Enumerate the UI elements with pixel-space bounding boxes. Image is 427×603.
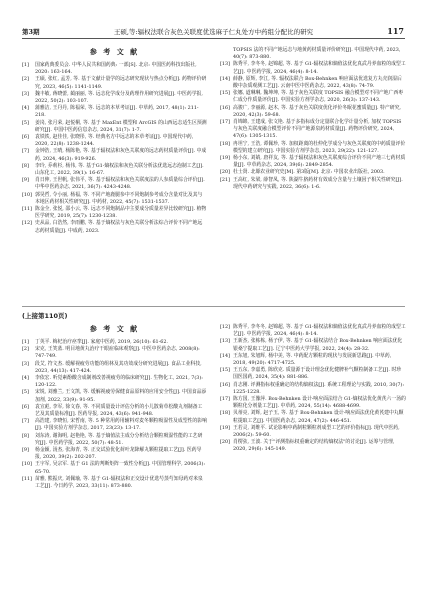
- reference-text: 魏丰敏, 蒋晓蕾, 蔺丽丽, 等. 远志化学成分及药理作用研究进展[J]. 中医药学报, 2022, 50(2): 103-107.: [35, 90, 203, 105]
- reference-item: [220, 338, 406, 352]
- reference-item: [220, 396, 406, 410]
- reference-item: [22, 220, 207, 234]
- reference-text: 王五东, 李嘉勇, 陈欣克. 质量源于设计理念优化健脾补气颗粒制备工艺[J]. 时珍国医国药, 2024, 35(4): 881-886.: [233, 367, 402, 381]
- references-bottom-right: [220, 324, 406, 454]
- reference-item: [220, 382, 406, 396]
- reference-number: [14]: [220, 352, 230, 359]
- reference-item: [22, 476, 207, 490]
- reference-item: [22, 91, 207, 105]
- reference-text: 王新杰, 张栋栋, 杨子伊, 等. 基于 G1-辐权法结合 Box-Behnken 响应面法优化银桑宁提取工艺[J]. 辽宁中医药大学学报, 2022, 24(4): 28-32.: [233, 338, 403, 352]
- reference-text: 陈方国, 王豫萍. Box-Behnken 设计-响应面法结合 G1-熵权法优化黄芪六一汤的颗粒化分剂量工艺[J]. 中草药, 2024, 55(14): 4688-4699.: [233, 396, 406, 410]
- reference-item: [220, 90, 406, 104]
- reference-item: [22, 361, 207, 375]
- reference-item: [220, 61, 406, 75]
- references-heading: 参 考 文 献: [89, 48, 140, 56]
- reference-item: [22, 163, 207, 177]
- reference-text: 肖楞弦, 王波. 关于"评测指标权重确定的结构熵权法"的讨论[J]. 运筹与管理, 2020, 29(6): 145-149.: [233, 439, 395, 453]
- reference-text: 高骏广, 李丽源, 赵木, 等. 基于灰色关联度优化评价冬眠花蜜质量[J]. 特产研究, 2020, 42(3): 59-68.: [233, 104, 401, 118]
- reference-item: [22, 346, 207, 360]
- reference-item: [220, 119, 406, 141]
- reference-item: [22, 120, 207, 134]
- reference-text: 段艾, 符文杰. 缓解视疲劳功能的组林及其功效成分研究进展[J]. 食品工业科技, 2023, 44(13): 417-424.: [35, 360, 202, 374]
- reference-text: 苗雅, 熊振庆, 刘佩瑜, 等. 基于 G1-辐权法和正交设计优选芍蒸芍知母药对米泉工艺[J]. 今日药学, 2023, 33(11): 873-880.: [35, 475, 203, 490]
- reference-text: 陈金全, 张悦, 邵小云, 等. 远志不同炮制品中主要成分质量差异比较研究[J]. 植物医学研究, 2019, 25(7): 1230-1238.: [35, 206, 207, 220]
- reference-item: [220, 76, 406, 90]
- reference-item: [22, 105, 207, 119]
- reference-text: 王宇军, 吴宗军. 基于 G1 法的判断矩阵一致性分析[J]. 中国管理科学, 2006(3): 65-70.: [35, 461, 205, 475]
- reference-number: [11]: [22, 475, 32, 482]
- reference-item: [220, 155, 406, 169]
- reference-item: [220, 105, 406, 119]
- reference-number: [5]: [22, 119, 29, 126]
- reference-text: 王硕, 张红, 孟芳, 等. 基于文献计量学的远志研究现状与热点分析[J]. 药物评价研究, 2023, 46(5): 1141-1149.: [35, 76, 207, 90]
- references-bottom-left: [22, 324, 207, 490]
- reference-item: [220, 410, 406, 424]
- reference-number: [7]: [22, 148, 29, 155]
- reference-item: [220, 141, 406, 155]
- reference-number: [14]: [220, 75, 230, 82]
- reference-item: [22, 404, 207, 418]
- reference-number: [16]: [220, 104, 230, 111]
- reference-item: [22, 148, 207, 162]
- reference-text: 宋克, 王笑蓝. 明目地黄丸治疗干眼症临床观察[J]. 中医中医药杂志, 2008(8): 747-749.: [35, 346, 200, 360]
- page-header: [0, 0, 427, 44]
- continued-label: (上接第110页): [22, 312, 68, 320]
- reference-number: [2]: [22, 76, 29, 83]
- reference-text: 陈秀平, 李冬冬, 赵锦超, 等. 基于 G1-辐权法和熵值法优化真武丹养血粒的成型工艺[J]. 中医药学报, 2024, 46(4): 8-14.: [233, 324, 406, 338]
- reference-text: 高浩建, 李晓恒, 宋哲南, 等. 5 种常用药用辅料对麦冬颗粒吸湿性及成型性的影响[J]. 中国实验方剂学杂志, 2017, 23(23): 13-17.: [35, 418, 207, 432]
- reference-text: 王若灵, 刘维平. 试论影响中药制粒颗粒剂成型工艺的评价指标[J]. 现代中医药, 2006(2): 59-60.: [233, 424, 400, 439]
- reference-number: [6]: [22, 403, 29, 410]
- reference-number: [18]: [220, 410, 230, 417]
- reference-number: [4]: [22, 375, 29, 382]
- reference-number: [8]: [22, 162, 29, 169]
- reference-item: [22, 192, 207, 206]
- reference-text: 李依宏. 听觉素酚酸含成制剂改善视疲劳的临床研究[J]. 生物化工, 2021, 7(3): 120-122.: [35, 375, 203, 389]
- reference-text: 袁铁铁, 赵佳佳, 张晓彤, 等. 经典名方中远志的本草考证[J]. 中国现代中药, 2020, 22(8): 1238-1244.: [35, 134, 194, 148]
- issue-number: 第3期: [22, 28, 40, 36]
- reference-item: [220, 47, 406, 61]
- reference-number: [19]: [220, 424, 230, 431]
- reference-item: [220, 425, 406, 439]
- reference-text: 杜士贤. 北塬农业研究史[M]. 第3版[M]. 北京: 中国农业出版社, 2003.: [233, 169, 385, 176]
- reference-number: [20]: [220, 439, 230, 446]
- reference-number: [12]: [22, 220, 32, 227]
- reference-item: [22, 206, 207, 220]
- reference-number: [19]: [220, 155, 230, 162]
- reference-text: 张娜, 道琳琳, 魏坤坤, 等. 基于灰色关联度 TOPSIS 融合模型对不同产地广西枣仁成分作质量评价[J]. 中国实验方剂学杂志, 2020, 26(3): 137-143.: [233, 90, 404, 104]
- reference-number: [1]: [22, 62, 29, 68]
- reference-number: [9]: [22, 177, 29, 184]
- reference-text: 薛静, 原辉, 李江, 等. 辐权法联合 Box-Behnken 响应面法优选复方丸壳润湿后酸中杂质观测工艺[J]. 云南中医中医药杂志, 2022, 43(8): 74-79.: [233, 75, 402, 90]
- reference-text: 陈秀平, 李冬冬, 赵锦超, 等. 基于 G1-辐权法和熵值法优化真武丹养血粒的成型工艺[J]. 中医药学报, 2024, 46(4): 8-14.: [233, 61, 406, 75]
- page-number: 117: [387, 26, 404, 36]
- reference-text: 肖日伸, 王世帆, 张伟平, 等. 基于辐权法和灰色关联度法的人参质量综合评价[J]. 中华中医药杂志, 2021, 36(7): 4243-4248.: [35, 177, 205, 191]
- reference-text: 刘东涛, 谢海明, 赵艳艳, 等. 基于熵值法主成分分析结合颗粒吸湿性能的工艺研究[J]. 中医药学报, 2022, 50(7): 48-51.: [35, 432, 203, 446]
- reference-item: [22, 389, 207, 403]
- references-top-left: [22, 47, 207, 235]
- reference-number: [13]: [220, 338, 230, 345]
- reference-number: [16]: [220, 381, 230, 388]
- reference-number: [15]: [220, 90, 230, 97]
- reference-number: [10]: [22, 191, 32, 198]
- reference-item: [22, 461, 207, 475]
- reference-text: 蒲雅洁, 王丹丹, 陈福荣, 等. 远志的本草考证[J]. 中草药, 2017, 48(1): 211-218.: [35, 105, 199, 119]
- reference-item: [220, 177, 406, 191]
- reference-text: 丁英平. 梅杞治疗痉挛[J]. 家庭中医药, 2019, 26(10): 61-62.: [35, 339, 168, 345]
- reference-item: [22, 177, 207, 191]
- reference-text: 姜岗, 张月荣, 赵悦桐, 等. 基于 MaxEnt 模型和 ArcGIS 的山西远志适生区预测研究[J]. 中国中医药信息杂志, 2024, 31(7): 1-7.: [35, 119, 207, 133]
- reference-text: 杨小东, 刘婧, 唐祥友, 等. 基于辐权法和灰色关联度综合评价不同产地三七药材质量[J]. 中草药杂志, 2024, 39(6): 2849-2854.: [233, 155, 406, 169]
- reference-text: 冉坦宁, 王浩, 谭佩珍, 等. 加权距离的杜仲化学成分与灰色关联度的中药质量评价模型的建立研究[J]. 中国实验方剂学杂志, 2023, 29(22): 121-127.: [233, 140, 406, 154]
- references-top-right: [220, 47, 406, 191]
- reference-text: 国家药典委员会. 中华人民共和国药典: 一部[S]. 北京: 中国医药科技出版社, 2020: 163-164.: [35, 62, 197, 76]
- reference-number: [3]: [22, 90, 29, 97]
- reference-text: 史从品, 白浩然, 李雨鹏, 等. 基于熵权法与灰色关联分析法综合评价不同产地远志药材质量[J]. 中成药, 2023.: [35, 220, 203, 234]
- reference-number: [9]: [22, 447, 29, 454]
- reference-number: [3]: [22, 360, 29, 367]
- reference-number: [2]: [22, 346, 29, 353]
- reference-item: [22, 433, 207, 447]
- reference-text: TOPSIS 法的不同产地远志与地黄药材质量评价研究[J]. 中国现代中药, 2023, 40(7): 873-880.: [233, 47, 401, 61]
- reference-text: 肖志刚. 评测指标权重确定的结构熵权法[J]. 系统工程理论与实践, 2010, 30(7): 1225-1228.: [233, 381, 404, 395]
- reference-text: 郭昊哲, 令小丽, 杨福, 等. 不同产地鹿腿参中不同炮制参考成分含量对比及其与本地区药材相关性研究[J]. 中药材, 2022, 45(7): 1531-1537.: [35, 191, 203, 205]
- reference-item: [220, 353, 406, 367]
- reference-number: [1]: [22, 339, 29, 345]
- reference-text: 李玲, 乔莉杉, 杨伟, 等. 基于G1-熵权法和灰色关联分析法优选远志泡制工艺[J]. 山东化工, 2022, 39(1): 16-67.: [35, 162, 204, 177]
- reference-number: [18]: [220, 140, 230, 147]
- reference-number: [17]: [220, 396, 230, 403]
- reference-number: [17]: [220, 119, 230, 126]
- references-heading: 参 考 文 献: [89, 325, 140, 333]
- reference-number: [12]: [220, 324, 230, 330]
- reference-item: [220, 324, 406, 338]
- reference-number: [6]: [22, 134, 29, 141]
- reference-text: 袁宣彪, 李军, 徐文春, 等. 不同质量设计评估分析的小儿散菊草松酸丸剂制备工艺及其质量标准[J]. 医药导报, 2024, 43(6): 941-948.: [35, 403, 203, 418]
- header-rule: [22, 38, 405, 39]
- reference-number: [8]: [22, 432, 29, 439]
- reference-number: [15]: [220, 367, 230, 374]
- reference-item: [22, 76, 207, 90]
- reference-number: [5]: [22, 389, 29, 396]
- reference-text: 王高红, 朱梁, 薛智凤, 等. 陕湖牛脐药材有效成分含量与土壤因子相关性研究[J]. 现代中药研究与实践, 2022, 36(6): 1-6.: [233, 176, 403, 190]
- reference-number: [21]: [220, 176, 230, 183]
- reference-number: [7]: [22, 418, 29, 425]
- reference-item: [220, 367, 406, 381]
- running-title: 王硕,等:辐权法联合灰色关联度优选麻子仁丸处方中药组分配比的研究: [113, 28, 314, 36]
- reference-number: [20]: [220, 169, 230, 176]
- reference-number: [13]: [220, 61, 230, 68]
- reference-item: [22, 375, 207, 389]
- reference-item: [22, 447, 207, 461]
- reference-number: [10]: [22, 461, 32, 468]
- reference-text: 肖锦锦, 王建成, 张文艳. 基于多指标成分定量联合化学计量分析, 加权 TOPSIS 与灰色关联度融合模型评价不同产地源泉药材质量[J]. 药物评价研究, 2024, 47(6): 1305-1315.: [233, 119, 402, 140]
- reference-text: 金钟浩, 王晴, 杨陈艳, 等. 基于辐权法和灰色关联度的远志药材质量评价[J]. 中成药, 2024, 46(3): 919-926.: [35, 148, 207, 162]
- reference-number: [11]: [22, 206, 32, 213]
- reference-number: [4]: [22, 105, 29, 112]
- section-divider: [22, 306, 405, 307]
- reference-item: [22, 62, 207, 76]
- reference-item: [22, 134, 207, 148]
- reference-text: 宋锐, 刘雅兰, 王文凯, 等. 缓解视疲劳保健食品原料的应用安全性[J]. 中国食品添加剂, 2022, 33(9): 91-95.: [35, 389, 207, 403]
- reference-item: [220, 169, 406, 176]
- reference-text: 杨金颖, 汤杰, 张海青, 等. 正交试验优化荷叶龙降解丸颗粒提取工艺[J]. 医药导报, 2020, 39(2): 202-207.: [35, 447, 202, 461]
- reference-text: 贝蒂亮, 刘辉, 赵子玉, 等. 基于 Box-Behnken 设计-响应面法优化黄芪建中丸颗粒提取工艺[J]. 中国医药杂志, 2024, 47(2): 446-451.: [233, 410, 404, 424]
- reference-item: [22, 418, 207, 432]
- reference-item: [220, 439, 406, 453]
- reference-text: 王东旭, 朱旭辉, 杨中美, 等. 中药配方颗粒的现状与发展新思路[J]. 中草药, 2018, 49(20): 4717-4725.: [233, 352, 392, 367]
